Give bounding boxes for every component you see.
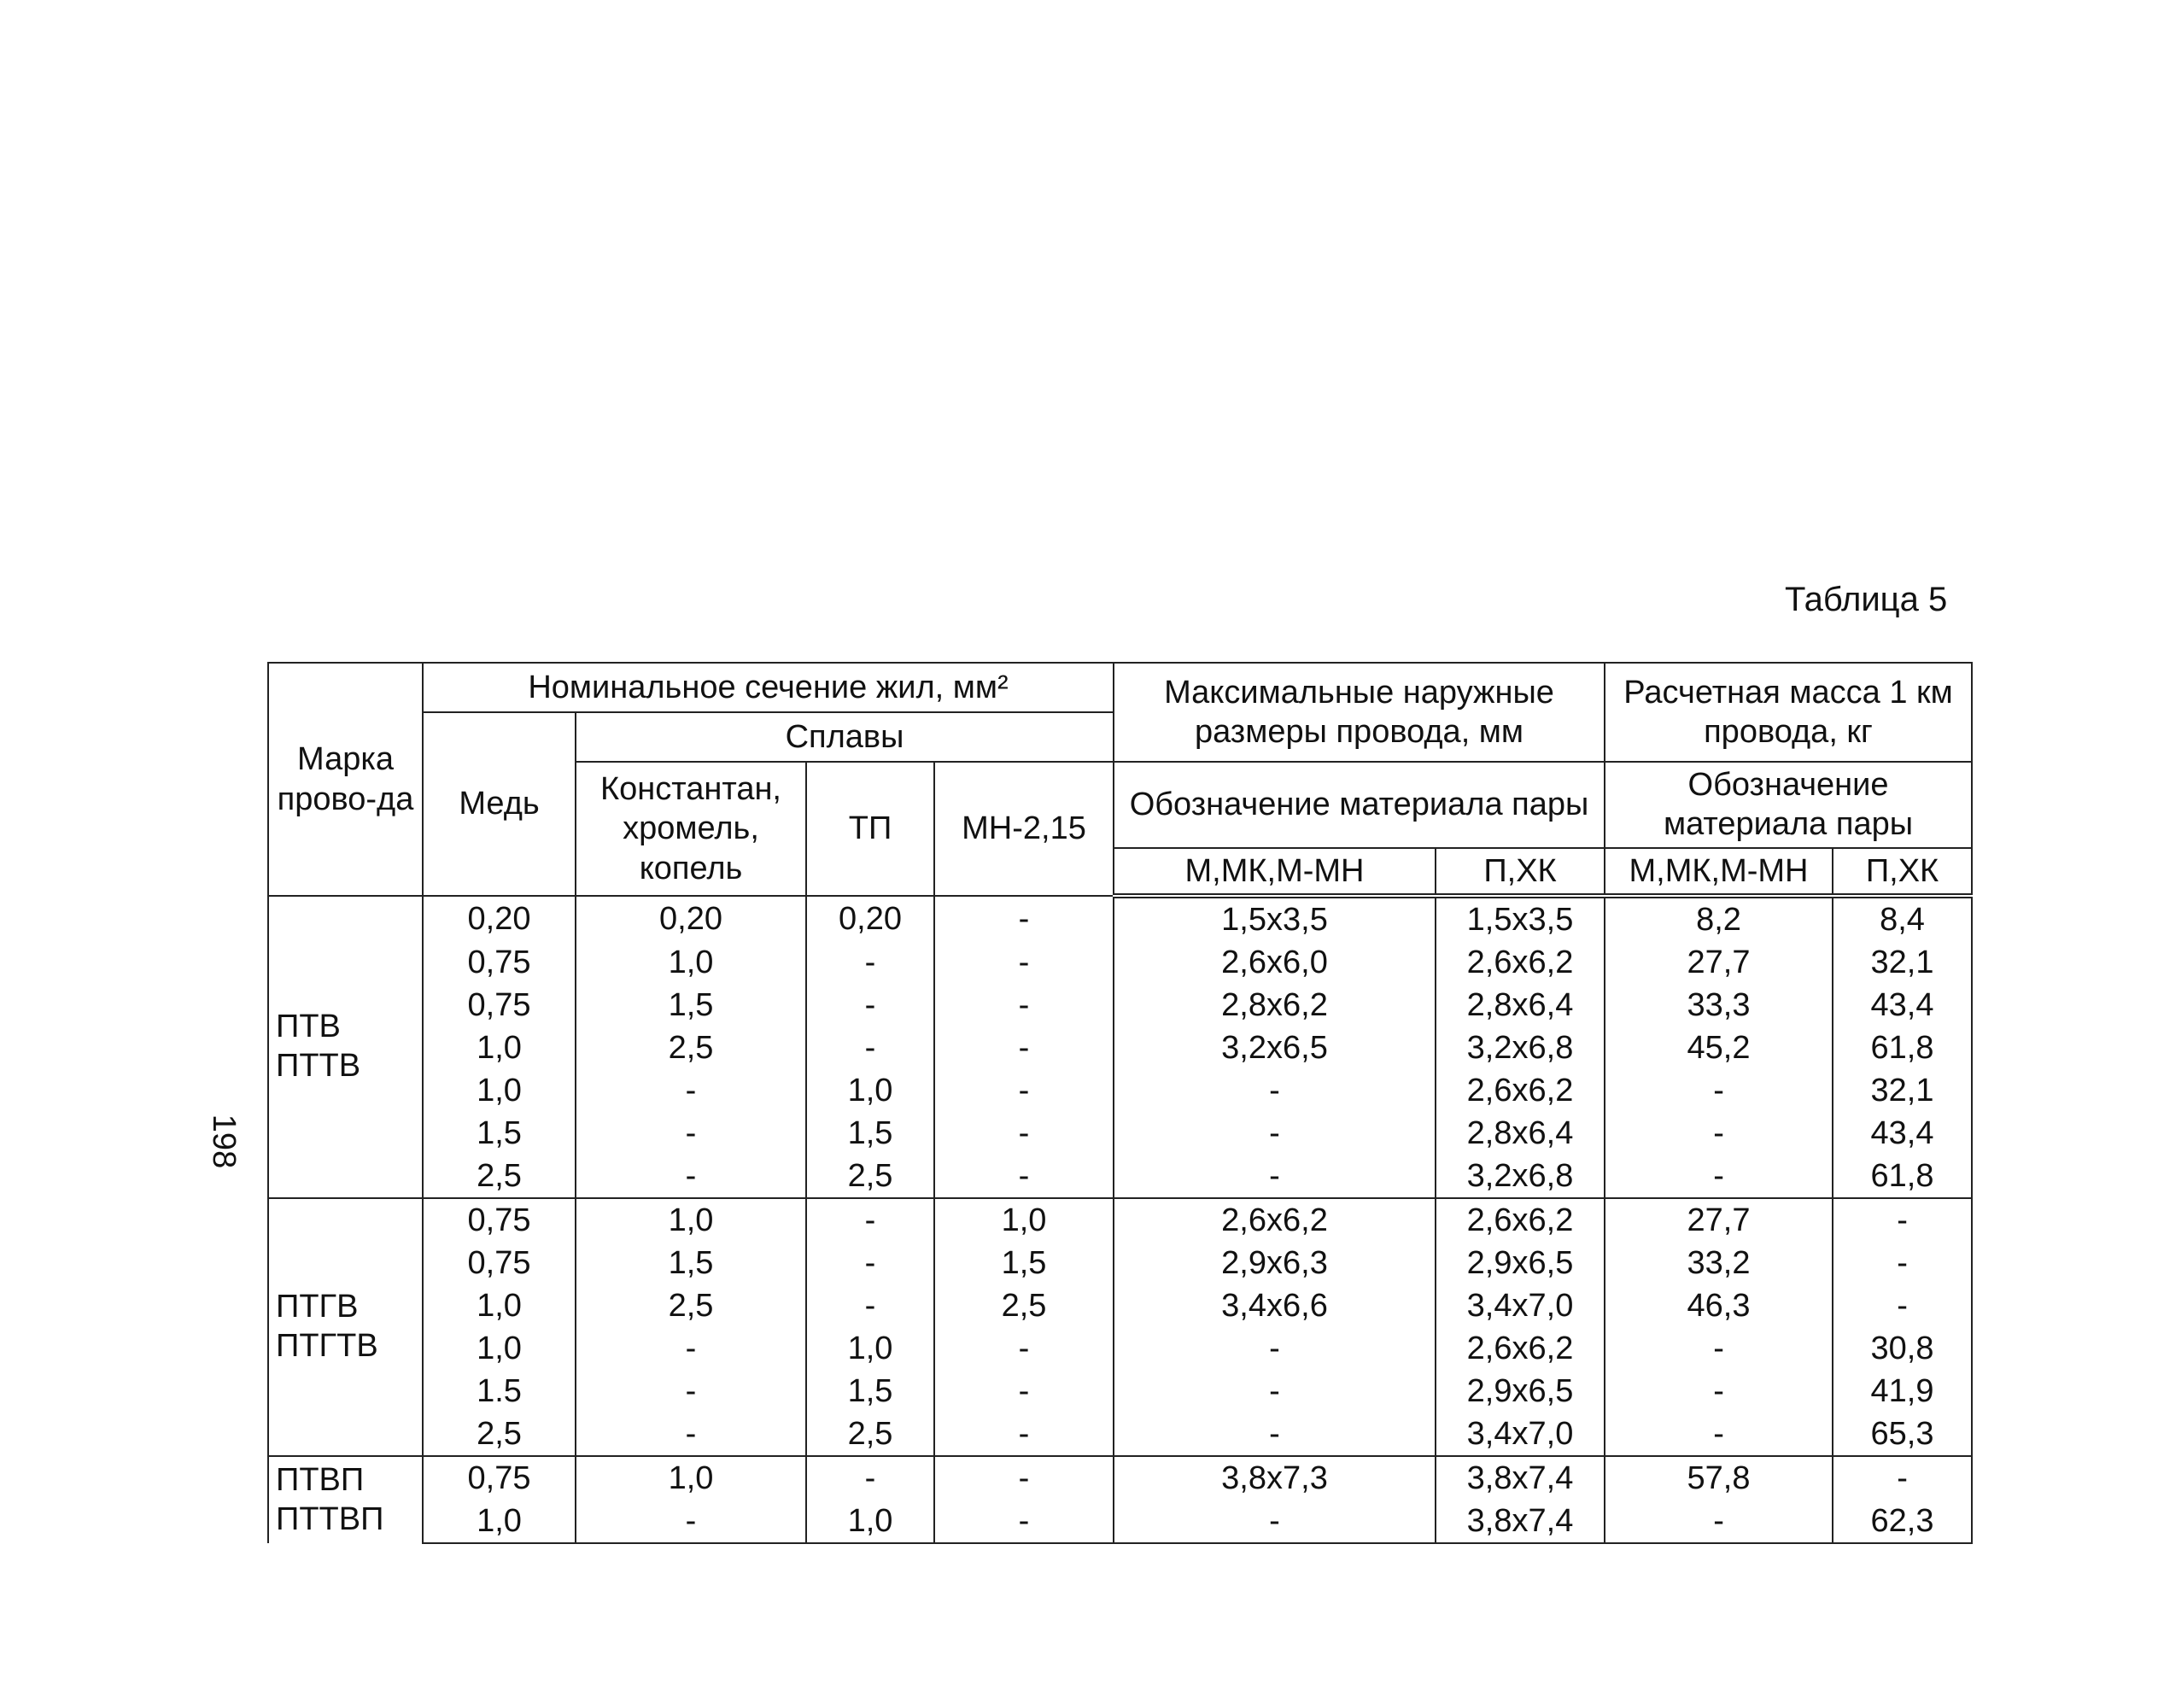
table-cell: 30,8 [1833, 1327, 1972, 1370]
table-cell: 2,5 [423, 1413, 576, 1456]
table-cell: - [934, 1370, 1114, 1413]
table-cell: 3,4х7,0 [1436, 1284, 1605, 1327]
table-cell: 3,2х6,5 [1114, 1027, 1436, 1069]
table-cell: 1,5 [423, 1112, 576, 1155]
table-row [268, 1198, 1972, 1242]
table-cell: 3,2х6,8 [1436, 1027, 1605, 1069]
table-row [268, 1242, 1972, 1284]
table-cell: 0,75 [423, 941, 576, 984]
table-cell: 1,5 [806, 1112, 934, 1155]
table-cell: - [1114, 1413, 1436, 1456]
table-cell: 33,3 [1605, 984, 1833, 1027]
table-cell: - [1114, 1155, 1436, 1198]
table-caption: Таблица 5 [1785, 581, 1948, 618]
table-cell: 43,4 [1833, 1112, 1972, 1155]
table-cell: 1,0 [806, 1069, 934, 1112]
brand-cell: ПТГВ ПТГТВ [268, 1198, 423, 1456]
table-cell: 2,8х6,4 [1436, 984, 1605, 1027]
table-cell: 3,4х7,0 [1436, 1413, 1605, 1456]
header-section-group: Номинальное сечение жил, мм² [423, 663, 1114, 712]
table-cell: 2,5 [423, 1155, 576, 1198]
table-cell: - [576, 1500, 806, 1543]
table-cell: 1,5 [934, 1242, 1114, 1284]
table-cell: 1,5 [576, 1242, 806, 1284]
table-cell: 8,2 [1605, 896, 1833, 941]
table-cell: 61,8 [1833, 1155, 1972, 1198]
table-cell: 2,5 [576, 1027, 806, 1069]
table-cell: 0,75 [423, 1242, 576, 1284]
table-cell: 1,0 [806, 1327, 934, 1370]
table-cell: 2,6х6,2 [1114, 1198, 1436, 1242]
table-body [268, 896, 1972, 1543]
table-row [268, 896, 1972, 941]
table-cell: 57,8 [1605, 1456, 1833, 1500]
table-cell: 1,5х3,5 [1436, 896, 1605, 941]
header-alloys: Сплавы [576, 712, 1114, 762]
table-cell: 0,20 [806, 896, 934, 941]
table-row [268, 941, 1972, 984]
table-cell: 1,5х3,5 [1114, 896, 1436, 941]
table-cell: 1,0 [576, 1456, 806, 1500]
table-cell: 1,5 [576, 984, 806, 1027]
header-mass-m: М,МК,М-МН [1605, 848, 1833, 896]
header-dims-p: П,ХК [1436, 848, 1605, 896]
table-cell: - [576, 1327, 806, 1370]
header-mass-p: П,ХК [1833, 848, 1972, 896]
table-row [268, 1500, 1972, 1543]
table-cell: 2,9х6,3 [1114, 1242, 1436, 1284]
table-cell: 3,2х6,8 [1436, 1155, 1605, 1198]
table-cell: 0,75 [423, 1198, 576, 1242]
table-cell: 65,3 [1833, 1413, 1972, 1456]
table-cell: - [806, 1242, 934, 1284]
table-cell: 2,6х6,2 [1436, 941, 1605, 984]
table-row [268, 1370, 1972, 1413]
table-cell: - [576, 1069, 806, 1112]
table-cell: - [934, 896, 1114, 941]
table-row [268, 1155, 1972, 1198]
table-cell: 2,5 [806, 1155, 934, 1198]
table-cell: 2,5 [806, 1413, 934, 1456]
table-cell: - [1833, 1198, 1972, 1242]
table-row [268, 1413, 1972, 1456]
table-cell: 2,6х6,2 [1436, 1327, 1605, 1370]
table-cell: - [1833, 1242, 1972, 1284]
table-cell: 2,5 [576, 1284, 806, 1327]
table-cell: - [934, 1027, 1114, 1069]
table-cell: 1,0 [423, 1027, 576, 1069]
table-cell: 27,7 [1605, 941, 1833, 984]
table-cell: - [1114, 1370, 1436, 1413]
table-cell: - [934, 1155, 1114, 1198]
table-cell: - [1833, 1284, 1972, 1327]
table-cell: 1,0 [576, 1198, 806, 1242]
table-cell: 32,1 [1833, 1069, 1972, 1112]
header-mn: МН-2,15 [934, 762, 1114, 896]
table-cell: - [1605, 1155, 1833, 1198]
table-cell: 1,0 [423, 1327, 576, 1370]
header-copper: Медь [423, 712, 576, 896]
table-cell: 0,75 [423, 984, 576, 1027]
table-cell: - [806, 984, 934, 1027]
table-cell: - [1605, 1112, 1833, 1155]
table-cell: - [576, 1370, 806, 1413]
table-cell: 32,1 [1833, 941, 1972, 984]
wire-spec-table [267, 662, 1973, 1544]
header-tp: ТП [806, 762, 934, 896]
header-mass-sub: Обозначение материала пары [1605, 762, 1972, 848]
table-cell: 8,4 [1833, 896, 1972, 941]
table-row [268, 1327, 1972, 1370]
table-cell: - [1114, 1500, 1436, 1543]
table-cell: - [934, 1456, 1114, 1500]
table-cell: - [934, 1413, 1114, 1456]
table-cell: 33,2 [1605, 1242, 1833, 1284]
header-konstantan: Константан, хромель, копель [576, 762, 806, 896]
table-cell: - [1605, 1500, 1833, 1543]
table-cell: 61,8 [1833, 1027, 1972, 1069]
table-cell: - [806, 1027, 934, 1069]
table-cell: 2,8х6,2 [1114, 984, 1436, 1027]
table-cell: 27,7 [1605, 1198, 1833, 1242]
table-cell: 3,8х7,4 [1436, 1456, 1605, 1500]
table-row [268, 1284, 1972, 1327]
table-cell: - [576, 1155, 806, 1198]
table-cell: 45,2 [1605, 1027, 1833, 1069]
table-cell: - [806, 941, 934, 984]
table-cell: - [1833, 1456, 1972, 1500]
table-cell: 62,3 [1833, 1500, 1972, 1543]
table-cell: - [806, 1198, 934, 1242]
table-row [268, 1069, 1972, 1112]
table-cell: - [1114, 1069, 1436, 1112]
table-cell: 1,5 [806, 1370, 934, 1413]
table-cell: 1,0 [576, 941, 806, 984]
table-cell: 1.5 [423, 1370, 576, 1413]
table-cell: - [1605, 1327, 1833, 1370]
table-cell: 1,0 [423, 1500, 576, 1543]
table-cell: - [1605, 1069, 1833, 1112]
table-cell: - [934, 1327, 1114, 1370]
table-cell: 3,8х7,4 [1436, 1500, 1605, 1543]
table-cell: 1,0 [934, 1198, 1114, 1242]
table-cell: - [1114, 1112, 1436, 1155]
table-cell: 3,4х6,6 [1114, 1284, 1436, 1327]
table-cell: 0,20 [423, 896, 576, 941]
table-cell: - [934, 984, 1114, 1027]
table-cell: 3,8х7,3 [1114, 1456, 1436, 1500]
table-cell: 2,9х6,5 [1436, 1370, 1605, 1413]
table-cell: 41,9 [1833, 1370, 1972, 1413]
table-cell: 46,3 [1605, 1284, 1833, 1327]
header-mass-group: Расчетная масса 1 км провода, кг [1605, 663, 1972, 762]
brand-cell: ПТВП ПТТВП [268, 1456, 423, 1543]
table-cell: 1,0 [806, 1500, 934, 1543]
table-cell: - [576, 1112, 806, 1155]
table-cell: 2,6х6,2 [1436, 1069, 1605, 1112]
table-cell: - [806, 1284, 934, 1327]
table-cell: 0,20 [576, 896, 806, 941]
header-brand: Марка прово-да [268, 663, 423, 896]
table-cell: - [934, 941, 1114, 984]
table-cell: - [1605, 1413, 1833, 1456]
table-cell: - [806, 1456, 934, 1500]
header-dims-sub: Обозначение материала пары [1114, 762, 1605, 848]
table-cell: - [576, 1413, 806, 1456]
table-row [268, 1456, 1972, 1500]
table-cell: - [934, 1112, 1114, 1155]
table-row [268, 1112, 1972, 1155]
table-cell: 1,0 [423, 1069, 576, 1112]
table-cell: - [1605, 1370, 1833, 1413]
table-cell: 2,5 [934, 1284, 1114, 1327]
table-cell: 2,8х6,4 [1436, 1112, 1605, 1155]
table-row [268, 984, 1972, 1027]
table-cell: - [934, 1069, 1114, 1112]
header-dims-group: Максимальные наружные размеры провода, мм [1114, 663, 1605, 762]
page-number: 198 [206, 1114, 243, 1169]
table-row [268, 1027, 1972, 1069]
table-cell: 43,4 [1833, 984, 1972, 1027]
table-cell: 2,9х6,5 [1436, 1242, 1605, 1284]
table-cell: - [1114, 1327, 1436, 1370]
table-cell: - [934, 1500, 1114, 1543]
table-cell: 0,75 [423, 1456, 576, 1500]
table-cell: 2,6х6,0 [1114, 941, 1436, 984]
table-cell: 1,0 [423, 1284, 576, 1327]
header-dims-m: М,МК,М-МН [1114, 848, 1436, 896]
table-cell: 2,6х6,2 [1436, 1198, 1605, 1242]
brand-cell: ПТВ ПТТВ [268, 896, 423, 1198]
